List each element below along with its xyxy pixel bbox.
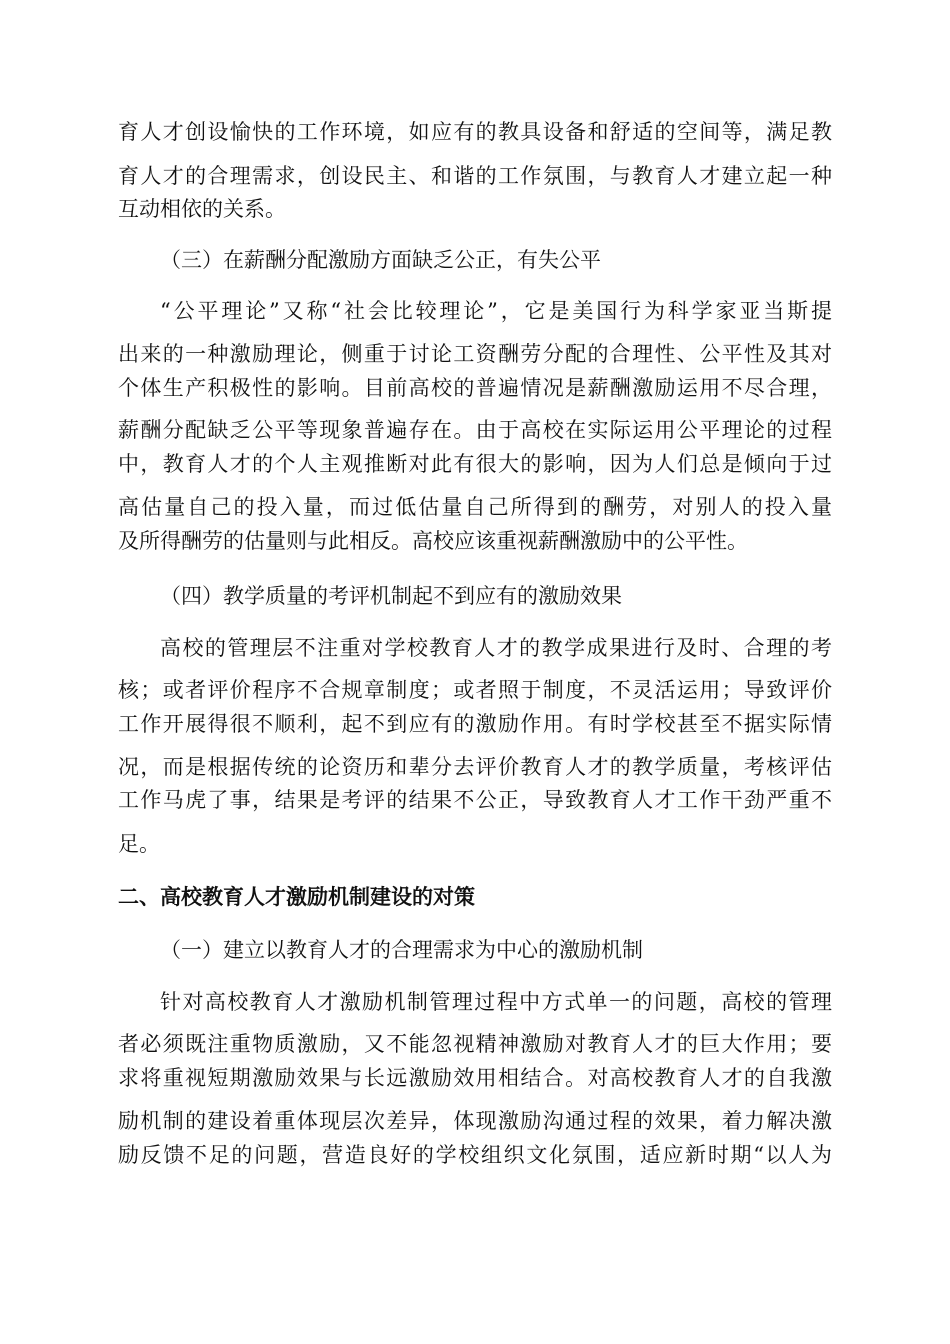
paragraph-countermeasure-line-5: 励反馈不足的问题，营造良好的学校组织文化氛围，适应新时期“以人为 [118, 1143, 832, 1167]
paragraph-intro-line-3: 互动相依的关系。 [118, 197, 286, 221]
paragraph-countermeasure-line-2: 者必须既注重物质激励，又不能忽视精神激励对教育人才的巨大作用；要 [118, 1032, 832, 1056]
paragraph-intro-line-2: 育人才的合理需求，创设民主、和谐的工作氛围，与教育人才建立起一种 [118, 164, 832, 188]
paragraph-fairness-line-1: “公平理论”又称“社会比较理论”，它是美国行为科学家亚当斯提 [160, 299, 832, 323]
paragraph-evaluation-line-1: 高校的管理层不注重对学校教育人才的教学成果进行及时、合理的考 [160, 636, 832, 660]
paragraph-intro-line-1: 育人才创设愉快的工作环境，如应有的教具设备和舒适的空间等，满足教 [118, 120, 832, 144]
section-4-title: （四）教学质量的考评机制起不到应有的激励效果 [160, 584, 622, 608]
paragraph-countermeasure-line-4: 励机制的建设着重体现层次差异，体现激励沟通过程的效果，着力解决激 [118, 1109, 832, 1133]
paragraph-fairness-line-5: 中，教育人才的个人主观推断对此有很大的影响，因为人们总是倾向于过 [118, 452, 832, 476]
paragraph-fairness-line-6: 高估量自己的投入量，而过低估量自己所得到的酬劳，对别人的投入量 [118, 495, 832, 519]
paragraph-countermeasure-line-1: 针对高校教育人才激励机制管理过程中方式单一的问题，高校的管理 [160, 990, 832, 1014]
paragraph-evaluation-line-3: 工作开展得很不顺利，起不到应有的激励作用。有时学校甚至不据实际情 [118, 712, 832, 736]
paragraph-fairness-line-4: 薪酬分配缺乏公平等现象普遍存在。由于高校在实际运用公平理论的过程 [118, 418, 832, 442]
paragraph-evaluation-line-6: 足。 [118, 832, 160, 856]
paragraph-fairness-line-3: 个体生产积极性的影响。目前高校的普遍情况是薪酬激励运用不尽合理， [118, 376, 832, 400]
subsection-1-title: （一）建立以教育人才的合理需求为中心的激励机制 [160, 938, 643, 962]
section-3-title: （三）在薪酬分配激励方面缺乏公正，有失公平 [160, 248, 601, 272]
paragraph-fairness-line-7: 及所得酬劳的估量则与此相反。高校应该重视薪酬激励中的公平性。 [118, 529, 748, 553]
paragraph-fairness-line-2: 出来的一种激励理论，侧重于讨论工资酬劳分配的合理性、公平性及其对 [118, 342, 832, 366]
paragraph-evaluation-line-4: 况，而是根据传统的论资历和辈分去评价教育人才的教学质量，考核评估 [118, 755, 832, 779]
part-2-heading: 二、高校教育人才激励机制建设的对策 [118, 885, 475, 909]
paragraph-evaluation-line-2: 核；或者评价程序不合规章制度；或者照于制度，不灵活运用；导致评价 [118, 678, 832, 702]
paragraph-countermeasure-line-3: 求将重视短期激励效果与长远激励效用相结合。对高校教育人才的自我激 [118, 1066, 832, 1090]
paragraph-evaluation-line-5: 工作马虎了事，结果是考评的结果不公正，导致教育人才工作干劲严重不 [118, 788, 832, 812]
